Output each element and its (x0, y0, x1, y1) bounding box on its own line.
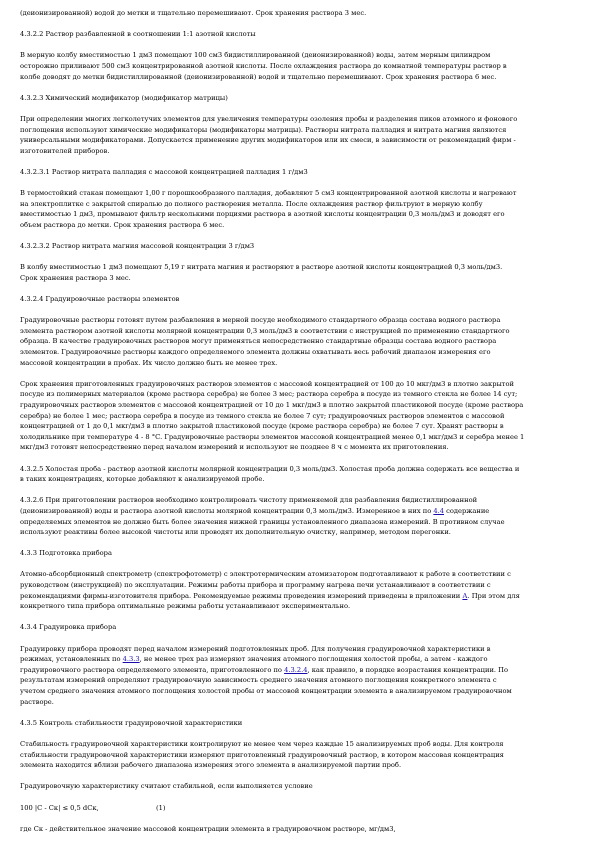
paragraph-spacer (20, 82, 575, 93)
paragraph-line: рекомендациями фирмы-изготовителя прибора. Рекомендуемые режимы проведения измерений приведены в приложении А. При этом для (20, 591, 520, 600)
paragraph-line: Срок хранения раствора 3 мес. (20, 273, 131, 282)
section-reference-link[interactable]: 4.4 (433, 506, 444, 515)
paragraph-spacer (20, 305, 575, 316)
paragraph-spacer (20, 252, 575, 263)
paragraph-line: (деионизированной) водой до метки и тщательно перемешивают. Срок хранения раствора 3 мес. (20, 9, 367, 17)
paragraph-line: Градуировочную характеристику считают стабильной, если выполняется условие (20, 782, 313, 791)
paragraph-line: вместимостью 1 дм3, промывают фильтр несколькими порциями раствора в азотной кислоты концентрации 0,3 моль/дм3 и доводят его (20, 210, 505, 219)
paragraph-line: в таких концентрациях, которые добавляют к анализируемой пробе. (20, 475, 265, 484)
paragraph-spacer (20, 707, 575, 718)
paragraph-line: Срок хранения приготовленных градуировочных растворов элементов с массовой концентрацией от 100 до 10 мкг/дм3 в плотно закрытой (20, 379, 514, 388)
paragraph-spacer (20, 156, 575, 167)
paragraph-spacer (20, 813, 575, 824)
section-reference-link[interactable]: 4.3.3 (122, 655, 140, 664)
paragraph-spacer (20, 538, 575, 549)
paragraph-spacer (20, 771, 575, 782)
section-heading: 4.3.2.3 Химический модификатор (модификатор матрицы) (20, 93, 228, 102)
section-heading: 4.3.2.4 Градуировочные растворы элементов (20, 295, 180, 304)
paragraph-line: изготовителей приборов. (20, 146, 110, 155)
paragraph-line: режимах, установленных по 4.3.3, не менее трех раз измеряют значения атомного поглощения холостой пробы, а затем - каждого (20, 655, 488, 664)
paragraph-line: поглощения используют химические модификаторы (модификаторы матрицы). Растворы нитрата палладия и нитрата магния являются (20, 125, 507, 134)
paragraph-line: массовой концентрации в пробах. Их число должно быть не менее трех. (20, 358, 278, 367)
section-reference-link[interactable]: А (462, 591, 468, 600)
paragraph-spacer (20, 453, 575, 464)
paragraph-spacer (20, 103, 575, 114)
paragraph-line: растворе. (20, 697, 54, 706)
paragraph-line: объем раствора до метки. Срок хранения раствора 6 мес. (20, 220, 225, 229)
paragraph-spacer (20, 559, 575, 570)
paragraph-line: концентрацией от 1 до 0,1 мкг/дм3 в плотно закрытой пластиковой посуде (кроме раствора серебра) не более 7 сут. Хранят растворы в (20, 422, 504, 431)
paragraph-line: 4.3.2.6 При приготовлении растворов необходимо контролировать чистоту применяемой для разбавления бидистиллированной (20, 496, 478, 505)
paragraph-line: элемента раствором азотной кислоты молярной концентрации 0,3 моль/дм3 в соответствии с инструкцией по применению стандартного (20, 326, 510, 335)
paragraph-line: элементов. Градуировочные растворы каждого определяемого элемента должны охватывать весь рабочий диапазон измерения его (20, 348, 491, 356)
paragraph-line: стабильности градуировочной характеристики измеряют приготовленный градуировочный раствор, в котором массовая концентрация (20, 750, 504, 759)
section-reference-link[interactable]: 4.3.2.4 (284, 665, 308, 674)
paragraph-line: руководством (инструкцией) по эксплуатации. Режимы работы прибора и программу нагрева печи устанавливают в соответствии с (20, 581, 491, 590)
paragraph-spacer (20, 728, 575, 739)
paragraph-spacer (20, 612, 575, 623)
section-heading: 4.3.5 Контроль стабильности градуировочной характеристики (20, 718, 243, 727)
paragraph-line: холодильнике при температуре 4 - 8 °С. Градуировочные растворы элементов массовой концентрацией менее 0,1 мкг/дм3 и серебра менее 1 (20, 432, 525, 441)
paragraph-line: (деионизированной) воды и раствора азотной кислоты молярной концентрации 0,3 моль/дм3. Измеренное в них по 4.4 содержание (20, 506, 490, 515)
paragraph-line: В колбу вместимостью 1 дм3 помещают 5,19 г нитрата магния и растворяют в растворе азотной кислоты концентрацией 0,3 моль/дм3. (20, 263, 503, 272)
paragraph-spacer (20, 178, 575, 189)
paragraph-line: При определении многих легколетучих элементов для увеличения температуры озоления пробы и разделения пиков атомного и фонового (20, 114, 518, 123)
paragraph-line: на электроплитке с закрытой спиралью до полного растворения металла. После охлаждения раствор фильтруют в мерную колбу (20, 199, 483, 208)
paragraph-line: где Ск - действительное значение массовой концентрации элемента в градуировочном растворе, мг/дм3, (20, 824, 396, 833)
paragraph-spacer (20, 230, 575, 241)
paragraph-line: градуировочного раствора определяемого элемента, приготовленного по 4.3.2.4, как правило, в порядке возрастания концентрации. По (20, 665, 509, 674)
paragraph-line: конкретного типа прибора оптимальные режимы работы устанавливают экспериментально. (20, 602, 351, 611)
paragraph-spacer (20, 792, 575, 803)
paragraph-line: Градуировочные растворы готовят путем разбавления в мерной посуде необходимого стандартного образца состава водного раствора (20, 316, 501, 325)
equation-number: (1) (156, 803, 166, 812)
paragraph-line: колбе доводят до метки бидистиллированной (деионизированной) водой и тщательно перемешивают. Срок хранения раствора 6 мес. (20, 72, 497, 81)
paragraph-line: используют реактивы более высокой чистоты или проводят их дополнительную очистку, например, методом перегонки. (20, 528, 451, 537)
paragraph-line: Градуировку прибора проводят перед началом измерений подготовленных проб. Для получения градуировочной характеристики в (20, 644, 491, 653)
paragraph-spacer (20, 283, 575, 294)
section-heading: 4.3.4 Градуировка прибора (20, 623, 117, 632)
paragraph-line: 4.3.2.5 Холостая проба - раствор азотной кислоты молярной концентрации 0,3 моль/дм3. Холостая проба должна содержать все вещества и (20, 464, 520, 473)
paragraph-spacer (20, 19, 575, 30)
paragraph-line: осторожно приливают 500 см3 концентрированной азотной кислоты. После охлаждения раствора до комнатной температуры раствор в (20, 61, 507, 70)
section-heading: 4.3.2.3.2 Раствор нитрата магния массовой концентрации 3 г/дм3 (20, 242, 255, 251)
paragraph-line: посуде из полимерных материалов (кроме раствора серебра) не более 3 мес; раствора серебра в посуде из темного стекла не более 14 сут; (20, 390, 518, 399)
paragraph-spacer (20, 368, 575, 379)
paragraph-line: серебра) не более 1 мес; раствора серебра в посуде из темного стекла не более 7 сут; градуировочных растворов элементов с массовой (20, 411, 505, 420)
paragraph-line: учетом среднего значения атомного поглощения холостой пробы от массовой концентрации элемента в анализируемом градуировочном (20, 687, 512, 695)
section-heading: 4.3.3 Подготовка прибора (20, 549, 112, 558)
equation-formula: 100 |C - Ск| ≤ 0,5 dCк, (20, 803, 99, 812)
paragraph-line: Стабильность градуировочной характеристики контролируют не менее чем через каждые 15 анализируемых проб воды. Для контроля (20, 739, 504, 748)
paragraph-spacer (20, 633, 575, 644)
section-heading: 4.3.2.2 Раствор разбавленной в соотношении 1:1 азотной кислоты (20, 30, 256, 39)
section-heading: 4.3.2.3.1 Раствор нитрата палладия с массовой концентрацией палладия 1 г/дм3 (20, 167, 308, 176)
paragraph-line: градуировочных растворов элементов с массовой концентрацией от 10 до 1 мкг/дм3 в плотно закрытой пластиковой посуде (кроме раствора (20, 400, 524, 409)
equation-row (20, 803, 575, 814)
paragraph-spacer (20, 40, 575, 51)
paragraph-line: В мерную колбу вместимостью 1 дм3 помещают 100 см3 бидистиллированной (деионизированной) воды, затем мерным цилиндром (20, 51, 491, 60)
paragraph-line: мкг/дм3 готовят непосредственно перед началом измерений и используют не позднее 8 ч с момента их приготовления. (20, 443, 449, 452)
paragraph-spacer (20, 485, 575, 496)
paragraph-line: образца. В качестве градуировочных растворов могут применяться непосредственно стандартные образцы состава водного раствора (20, 337, 497, 346)
paragraph-line: элемента находится вблизи рабочего диапазона измерения этого элемента в анализируемой партии проб. (20, 761, 402, 770)
paragraph-line: Атомно-абсорбционный спектрометр (спектрофотометр) с электротермическим атомизатором подготавливают к работе в соответствии с (20, 570, 511, 579)
paragraph-line: универсальными модификаторами. Допускается применение других модификаторов или их смеси, в зависимости от рекомендаций фирм - (20, 136, 516, 145)
paragraph-line: В термостойкий стакан помещают 1,00 г порошкообразного палладия, добавляют 5 см3 концентрированной азотной кислоты и нагревают (20, 189, 517, 198)
paragraph-line: определяемых элементов не должно быть более значения нижней границы установленного диапазона измерений. В противном случае (20, 517, 505, 526)
paragraph-line: результатам измерений определяют градуировочную зависимость среднего значения атомного поглощения конкретного элемента с (20, 676, 497, 685)
